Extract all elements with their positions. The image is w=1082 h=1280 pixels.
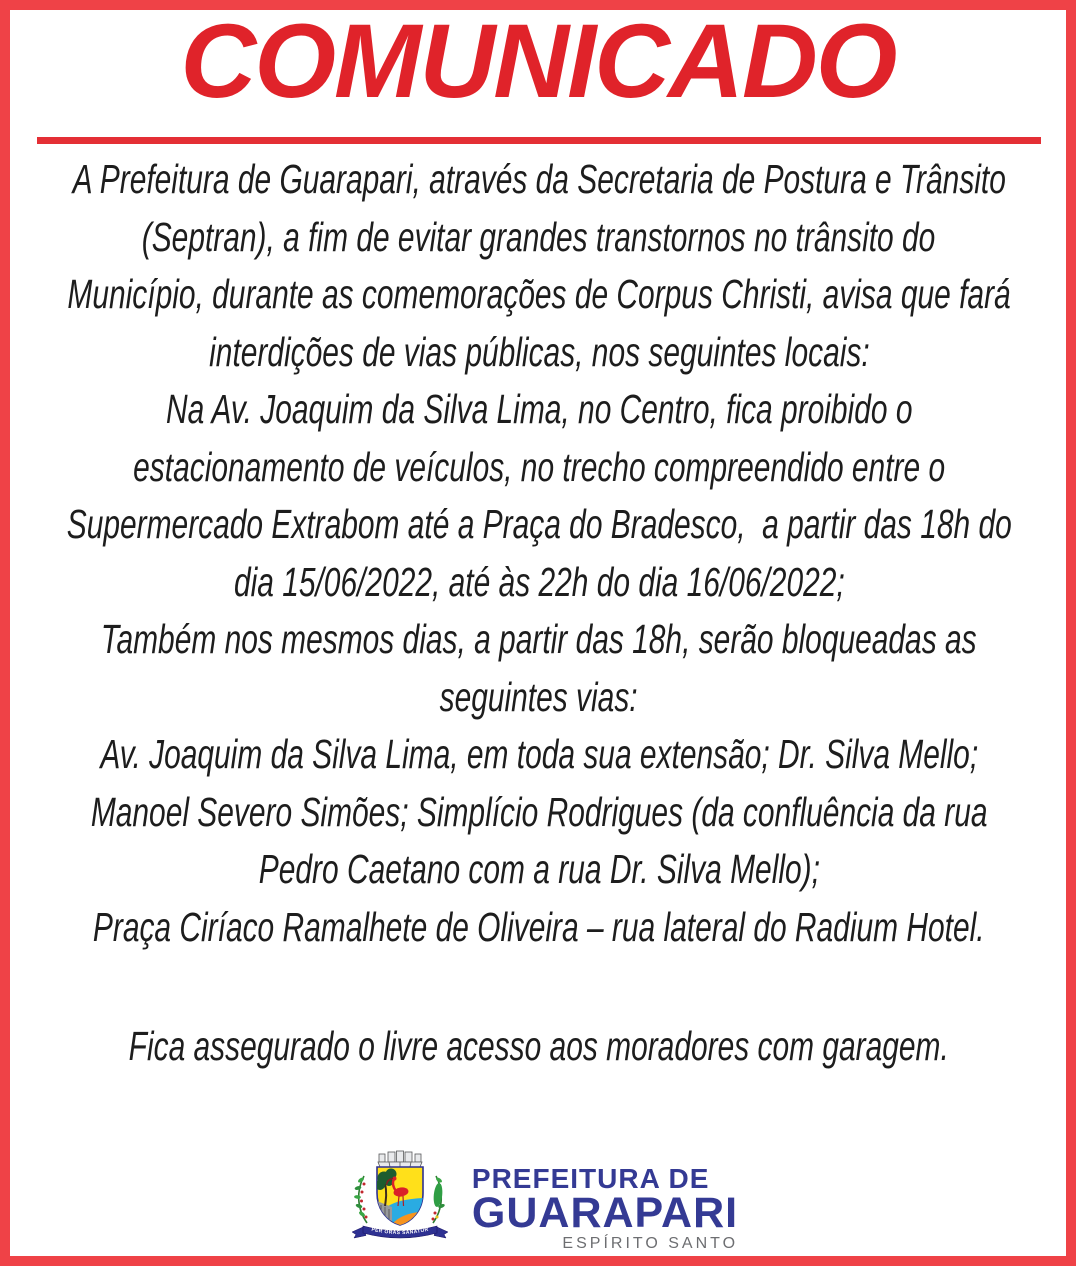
body-line bbox=[26, 611, 1052, 669]
body-line bbox=[26, 381, 1052, 439]
body-line-text: A Prefeitura de Guarapari, através da Secretaria de Postura e Trânsito bbox=[72, 156, 1006, 203]
state-name: ESPÍRITO SANTO bbox=[562, 1235, 739, 1252]
body-line bbox=[26, 151, 1052, 209]
body-line bbox=[26, 669, 1052, 727]
body-line-text: estacionamento de veículos, no trecho compreendido entre o bbox=[133, 443, 945, 490]
body-line bbox=[26, 784, 1052, 842]
body-line bbox=[26, 266, 1052, 324]
body-line bbox=[26, 899, 1052, 957]
body-line-text: Na Av. Joaquim da Silva Lima, no Centro, fica proibido o bbox=[165, 386, 913, 433]
laurel-branch-right bbox=[431, 1176, 445, 1223]
body-line-text: Pedro Caetano com a rua Dr. Silva Mello); bbox=[258, 846, 820, 893]
body-line-text: seguintes vias: bbox=[440, 673, 638, 720]
body-line-text: Manoel Severo Simões; Simplício Rodrigues (da confluência da rua bbox=[90, 788, 988, 835]
body-line-text: Também nos mesmos dias, a partir das 18h, serão bloqueadas as bbox=[101, 616, 977, 663]
page-title: COMUNICADO bbox=[180, 3, 896, 120]
shield bbox=[375, 1167, 423, 1225]
motto-ribbon bbox=[352, 1226, 448, 1238]
body-line bbox=[26, 209, 1052, 267]
title-divider-rule bbox=[37, 137, 1041, 144]
body-line bbox=[26, 496, 1052, 554]
logo-text-block bbox=[472, 1143, 738, 1255]
body-line-text: Praça Ciríaco Ramalhete de Oliveira – rua lateral do Radium Hotel. bbox=[93, 903, 985, 950]
mural-crown-icon bbox=[378, 1151, 422, 1167]
body-line-text: (Septran), a fim de evitar grandes transtornos no trânsito do bbox=[142, 213, 936, 260]
prefeitura-label: PREFEITURA DE bbox=[471, 1163, 710, 1194]
guarapari-coat-of-arms bbox=[344, 1143, 456, 1249]
body-line-text: Supermercado Extrabom até a Praça do Bradesco, a partir das 18h do bbox=[66, 501, 1012, 548]
closing-line bbox=[26, 1018, 1052, 1076]
body-line bbox=[26, 554, 1052, 612]
announcement-body bbox=[26, 151, 1052, 1076]
body-line-text: dia 15/06/2022, até às 22h do dia 16/06/2022; bbox=[233, 558, 845, 605]
body-line bbox=[26, 439, 1052, 497]
footer-logo bbox=[0, 1143, 1082, 1255]
motto-text: PER ORAS SANATUR bbox=[370, 1226, 430, 1237]
body-line bbox=[26, 324, 1052, 382]
body-line-text: Município, durante as comemorações de Corpus Christi, avisa que fará bbox=[67, 271, 1011, 318]
body-line-text: Av. Joaquim da Silva Lima, em toda sua extensão; Dr. Silva Mello; bbox=[100, 731, 978, 778]
city-name: GUARAPARI bbox=[471, 1189, 739, 1237]
laurel-branch-left bbox=[354, 1176, 368, 1223]
body-line-text: interdições de vias públicas, nos seguintes locais: bbox=[208, 328, 870, 375]
body-line bbox=[26, 726, 1052, 784]
body-line bbox=[26, 841, 1052, 899]
closing-line-text: Fica assegurado o livre acesso aos moradores com garagem. bbox=[128, 1023, 950, 1070]
